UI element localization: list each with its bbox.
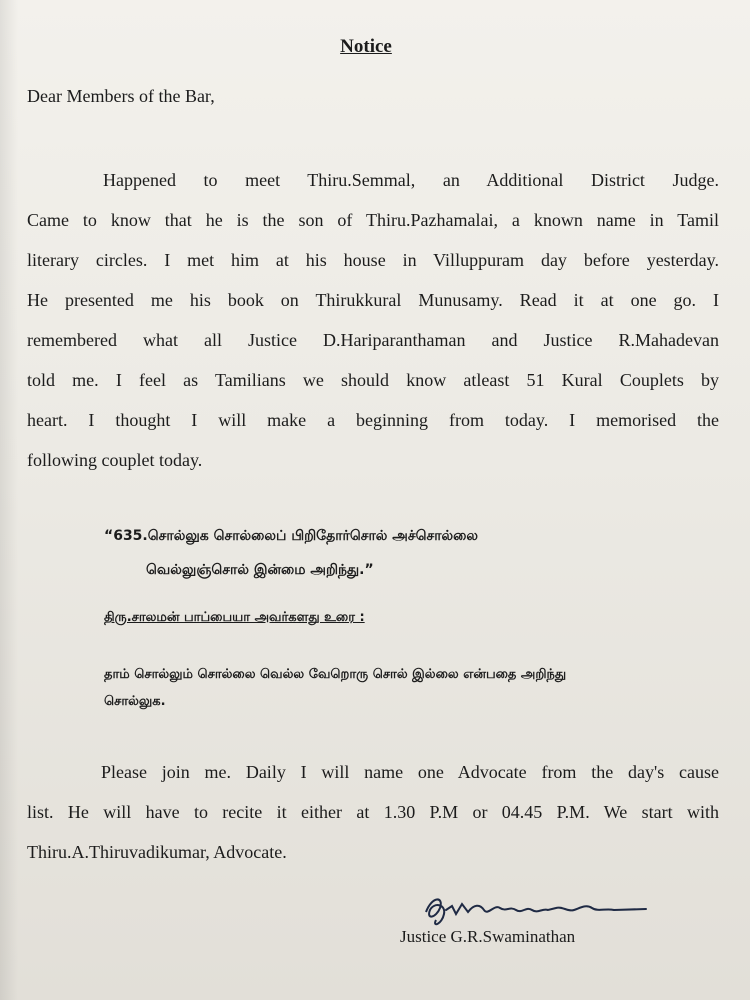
paragraph-line: Came to know that he is the son of Thiru.Pazhamalai, a known name in Tamil xyxy=(27,210,719,230)
kural-line-1: “635.சொல்லுக சொல்லைப் பிறிதோர்சொல் அச்சொல்லை xyxy=(104,528,479,544)
paragraph-line: following couplet today. xyxy=(27,450,203,470)
commentary-text xyxy=(104,661,664,715)
kural-line-2: வெல்லுஞ்சொல் இன்மை அறிந்து.” xyxy=(146,562,374,578)
commentary-line-1: தாம் சொல்லும் சொல்லை வெல்ல வேறொரு சொல் இல்லை என்பதை அறிந்து xyxy=(104,667,567,682)
handwritten-signature xyxy=(422,890,652,930)
paragraph-line: literary circles. I met him at his house in Villuppuram day before yesterday. xyxy=(27,250,719,270)
paragraph-line: remembered what all Justice D.Hariparanthaman and Justice R.Mahadevan xyxy=(27,330,719,350)
paragraph-line: heart. I thought I will make a beginning from today. I memorised the xyxy=(27,410,719,430)
paragraph-line: told me. I feel as Tamilians we should know atleast 51 Kural Couplets by xyxy=(27,370,719,390)
paragraph-line: Thiru.A.Thiruvadikumar, Advocate. xyxy=(27,842,287,862)
paragraph-line: Please join me. Daily I will name one Advocate from the day's cause xyxy=(101,762,719,782)
paragraph-line: Happened to meet Thiru.Semmal, an Additional District Judge. xyxy=(103,170,719,190)
paragraph-line: list. He will have to recite it either at 1.30 P.M or 04.45 P.M. We start with xyxy=(27,802,719,822)
commentary-heading: திரு.சாலமன் பாப்பையா அவர்களது உரை : xyxy=(104,610,365,625)
notice-title: Notice xyxy=(340,36,392,57)
commentary-line-2: சொல்லுக. xyxy=(104,694,166,709)
page-edge-shadow xyxy=(0,0,18,1000)
paragraph-line: He presented me his book on Thirukkural Munusamy. Read it at one go. I xyxy=(27,290,719,310)
kural-couplet xyxy=(104,528,478,580)
paragraph-invitation xyxy=(27,752,719,872)
paragraph-intro xyxy=(27,160,719,480)
salutation: Dear Members of the Bar, xyxy=(27,86,215,106)
signatory-name: Justice G.R.Swaminathan xyxy=(400,927,576,946)
